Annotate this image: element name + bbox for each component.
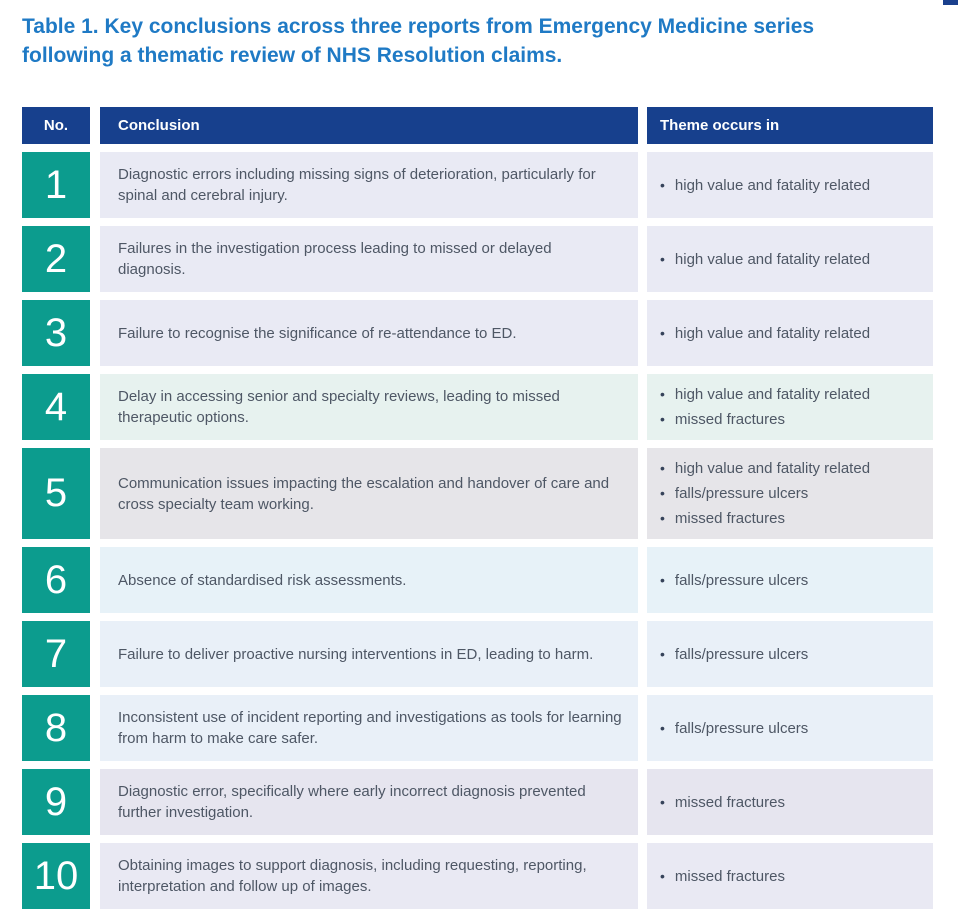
page-corner-mark xyxy=(943,0,958,5)
theme-list xyxy=(660,247,870,272)
theme-item xyxy=(660,382,870,407)
theme-list xyxy=(660,568,808,593)
table-body xyxy=(22,152,933,909)
table-row xyxy=(22,621,933,687)
row-number-cell xyxy=(22,448,90,539)
conclusion-cell xyxy=(100,769,638,835)
theme-cell xyxy=(647,448,933,539)
theme-list xyxy=(660,173,870,198)
bullet-icon: • xyxy=(660,324,665,341)
theme-list xyxy=(660,716,808,741)
bullet-icon: • xyxy=(660,485,665,501)
row-number: 3 xyxy=(44,310,68,355)
bullet-icon: • xyxy=(660,645,665,662)
conclusion-text: Absence of standardised risk assessments. xyxy=(118,571,407,589)
row-number-cell xyxy=(22,374,90,440)
table-row xyxy=(22,547,933,613)
bullet-icon: • xyxy=(660,176,665,193)
theme-item xyxy=(660,247,870,272)
conclusion-text: Failures in the investigation process leading to missed or delayed diagnosis. xyxy=(118,240,552,278)
header-no: No. xyxy=(22,107,90,144)
row-number-cell xyxy=(22,769,90,835)
conclusion-text: Obtaining images to support diagnosis, including requesting, reporting, interpretation and follow up of images. xyxy=(118,857,587,895)
table-title-line-1: Table 1. Key conclusions across three reports from Emergency Medicine series xyxy=(22,15,815,38)
theme-text: high value and fatality related xyxy=(674,324,871,342)
theme-list xyxy=(660,864,785,889)
conclusion-cell xyxy=(100,152,638,218)
row-number: 2 xyxy=(44,236,68,281)
theme-text: falls/pressure ulcers xyxy=(674,485,809,502)
theme-cell xyxy=(647,621,933,687)
row-number: 6 xyxy=(44,557,68,602)
theme-item xyxy=(660,173,870,198)
theme-list xyxy=(660,790,785,815)
conclusion-cell xyxy=(100,843,638,909)
row-number: 7 xyxy=(44,631,68,676)
bullet-icon: • xyxy=(660,411,665,427)
row-number: 5 xyxy=(44,471,68,515)
conclusion-text: Inconsistent use of incident reporting and investigations as tools for learning from harm to make care safer. xyxy=(118,709,622,747)
theme-cell xyxy=(647,226,933,292)
table-row xyxy=(22,226,933,292)
conclusion-cell xyxy=(100,374,638,440)
theme-text: falls/pressure ulcers xyxy=(674,571,809,589)
row-number-cell xyxy=(22,300,90,366)
conclusion-cell xyxy=(100,547,638,613)
theme-cell xyxy=(647,769,933,835)
row-number: 9 xyxy=(44,779,68,824)
theme-cell xyxy=(647,152,933,218)
theme-cell xyxy=(647,695,933,761)
theme-list xyxy=(660,382,870,432)
conclusion-text: Failure to recognise the significance of re-attendance to ED. xyxy=(118,324,517,342)
theme-text: falls/pressure ulcers xyxy=(674,719,809,737)
conclusion-cell xyxy=(100,695,638,761)
table-row xyxy=(22,374,933,440)
theme-list xyxy=(660,642,808,667)
theme-cell xyxy=(647,547,933,613)
theme-item xyxy=(660,321,870,346)
theme-text: high value and fatality related xyxy=(674,250,871,268)
row-number-cell xyxy=(22,843,90,909)
header-conclusion: Conclusion xyxy=(100,107,638,144)
row-number-cell xyxy=(22,547,90,613)
theme-item xyxy=(660,716,808,741)
theme-cell xyxy=(647,300,933,366)
theme-text: missed fractures xyxy=(674,867,785,885)
theme-text: high value and fatality related xyxy=(674,460,871,477)
theme-item xyxy=(660,642,808,667)
theme-text: high value and fatality related xyxy=(674,386,871,403)
theme-text: missed fractures xyxy=(674,510,785,527)
theme-text: missed fractures xyxy=(674,411,785,428)
table-row xyxy=(22,843,933,909)
table-row xyxy=(22,152,933,218)
conclusion-cell xyxy=(100,300,638,366)
theme-item xyxy=(660,506,870,531)
conclusion-cell xyxy=(100,448,638,539)
theme-item xyxy=(660,790,785,815)
row-number: 4 xyxy=(44,384,68,429)
table-title xyxy=(22,12,934,70)
row-number-cell xyxy=(22,152,90,218)
conclusion-text: Communication issues impacting the escalation and handover of care and cross specialty team working. xyxy=(118,474,610,513)
conclusion-cell xyxy=(100,226,638,292)
conclusion-text: Delay in accessing senior and specialty reviews, leading to missed therapeutic options. xyxy=(118,388,560,426)
table-title-line-2: following a thematic review of NHS Resolution claims. xyxy=(22,44,563,67)
table-row xyxy=(22,300,933,366)
theme-text: missed fractures xyxy=(674,793,785,811)
row-number: 1 xyxy=(44,162,68,207)
bullet-icon: • xyxy=(660,460,665,476)
theme-text: high value and fatality related xyxy=(674,176,871,194)
header-theme: Theme occurs in xyxy=(647,107,933,144)
theme-item xyxy=(660,481,870,506)
theme-item xyxy=(660,456,870,481)
row-number-cell xyxy=(22,695,90,761)
theme-text: falls/pressure ulcers xyxy=(674,645,809,663)
conclusion-text: Diagnostic errors including missing signs of deterioration, particularly for spinal and cerebral injury. xyxy=(118,166,596,204)
conclusion-text: Diagnostic error, specifically where early incorrect diagnosis prevented further investigation. xyxy=(118,783,586,821)
row-number: 10 xyxy=(33,853,79,898)
theme-cell xyxy=(647,843,933,909)
conclusions-table xyxy=(22,107,933,917)
table-row xyxy=(22,769,933,835)
bullet-icon: • xyxy=(660,571,665,588)
bullet-icon: • xyxy=(660,793,665,810)
table-header-row xyxy=(22,107,933,144)
theme-item xyxy=(660,568,808,593)
theme-item xyxy=(660,864,785,889)
bullet-icon: • xyxy=(660,719,665,736)
row-number-cell xyxy=(22,621,90,687)
row-number: 8 xyxy=(44,705,68,750)
row-number-cell xyxy=(22,226,90,292)
bullet-icon: • xyxy=(660,510,665,526)
theme-cell xyxy=(647,374,933,440)
table-row xyxy=(22,448,933,539)
theme-list xyxy=(660,456,870,531)
bullet-icon: • xyxy=(660,386,665,402)
theme-list xyxy=(660,321,870,346)
conclusion-cell xyxy=(100,621,638,687)
conclusion-text: Failure to deliver proactive nursing interventions in ED, leading to harm. xyxy=(118,645,594,663)
bullet-icon: • xyxy=(660,250,665,267)
theme-item xyxy=(660,407,870,432)
table-row xyxy=(22,695,933,761)
bullet-icon: • xyxy=(660,867,665,884)
